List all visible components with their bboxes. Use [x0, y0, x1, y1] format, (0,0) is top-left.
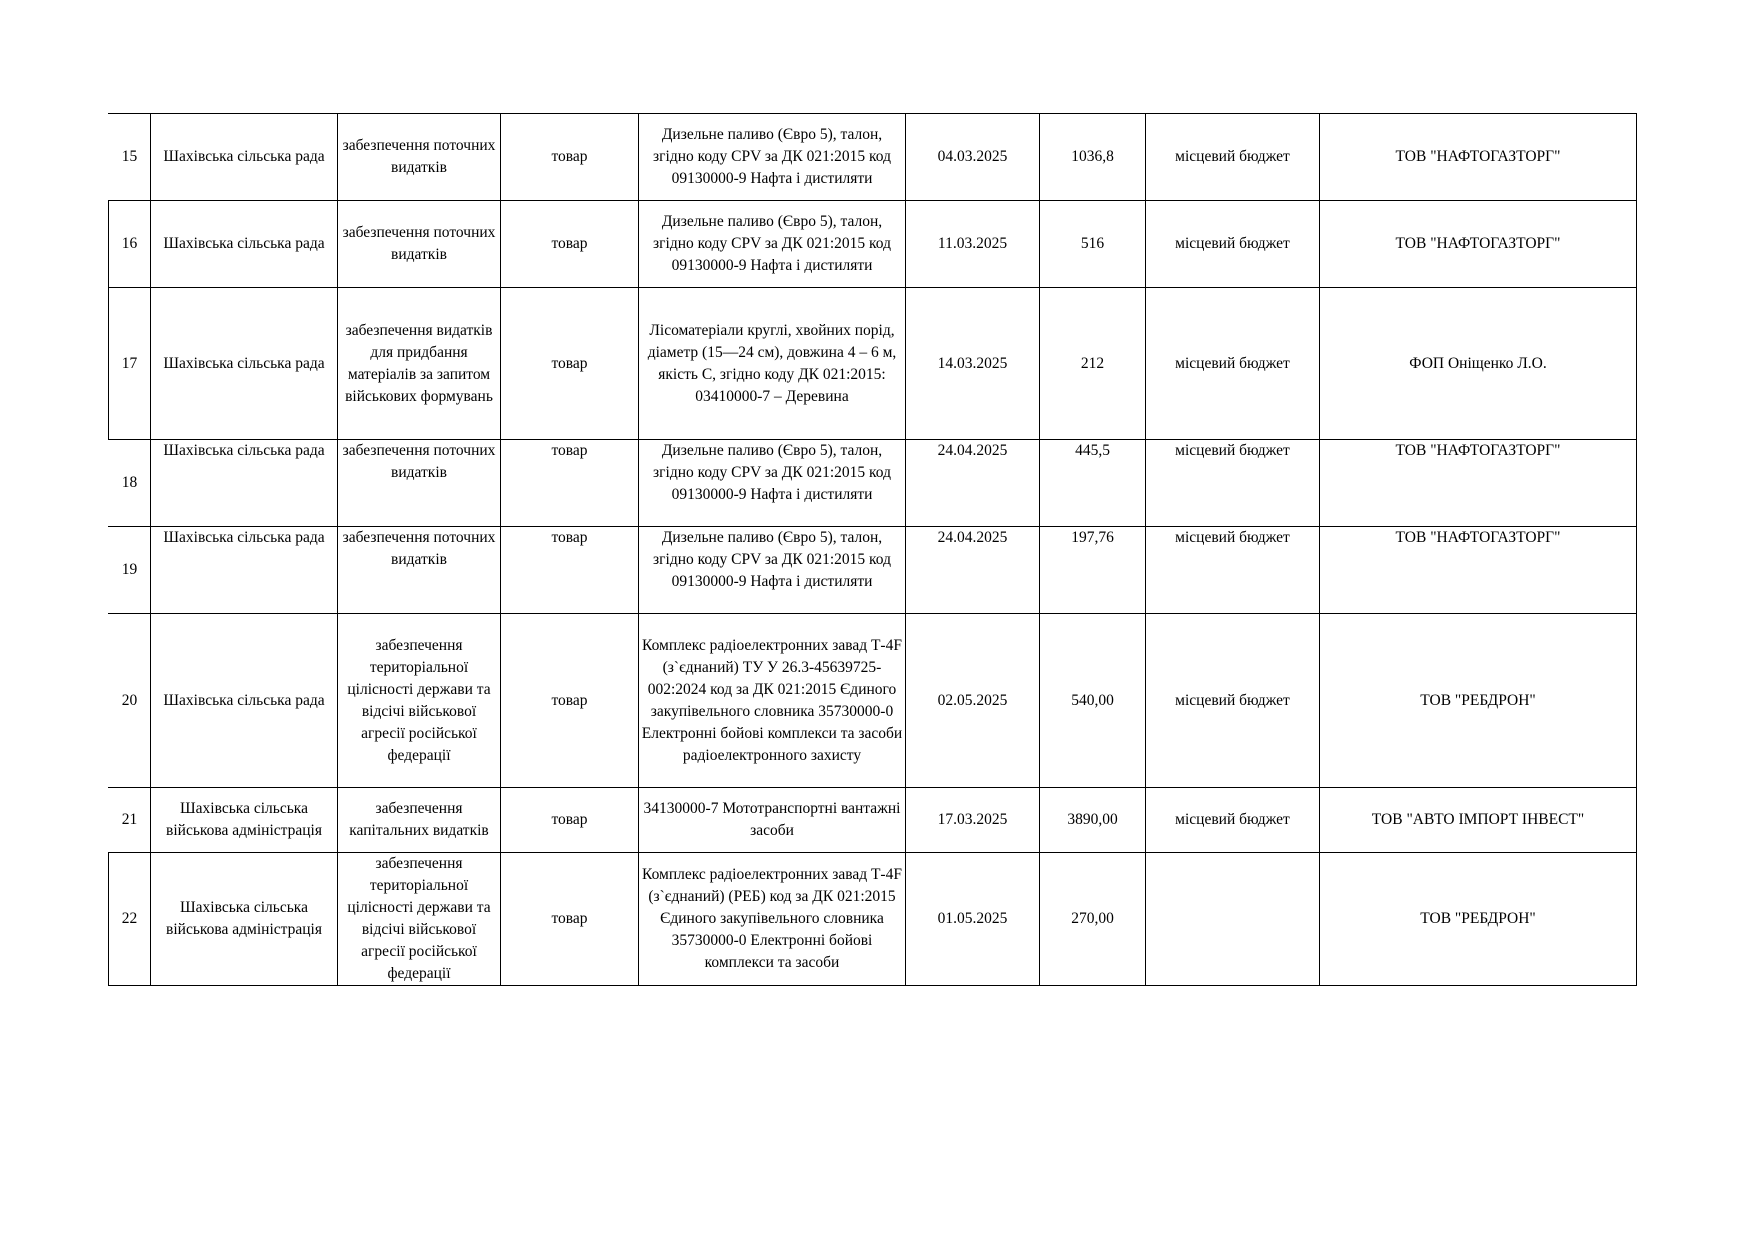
- table-row: [109, 853, 1637, 986]
- source-cell: місцевий бюджет: [1146, 614, 1320, 788]
- subject-cell: Дизельне паливо (Євро 5), талон, згідно коду CPV за ДК 021:2015 код 09130000-9 Нафта і дистиляти: [639, 201, 906, 288]
- amount-cell: 212: [1040, 288, 1146, 440]
- source-cell: місцевий бюджет: [1146, 201, 1320, 288]
- purpose-cell: забезпечення територіальної цілісності держави та відсічі військової агресії російської федерації: [338, 614, 501, 788]
- supplier-cell: ТОВ "НАФТОГАЗТОРГ": [1320, 114, 1637, 201]
- row-number: 22: [109, 853, 151, 986]
- date-cell: 24.04.2025: [906, 440, 1040, 527]
- date-cell: 14.03.2025: [906, 288, 1040, 440]
- supplier-cell: ТОВ "РЕБДРОН": [1320, 853, 1637, 986]
- amount-cell: 270,00: [1040, 853, 1146, 986]
- amount-cell: 3890,00: [1040, 788, 1146, 853]
- subject-cell: Дизельне паливо (Євро 5), талон, згідно коду CPV за ДК 021:2015 код 09130000-9 Нафта і дистиляти: [639, 527, 906, 614]
- row-number: 15: [109, 114, 151, 201]
- type-cell: товар: [501, 614, 639, 788]
- type-cell: товар: [501, 788, 639, 853]
- customer-cell: Шахівська сільська рада: [151, 201, 338, 288]
- table-row: [109, 288, 1637, 440]
- date-cell: 17.03.2025: [906, 788, 1040, 853]
- table-row: [109, 788, 1637, 853]
- source-cell: місцевий бюджет: [1146, 440, 1320, 527]
- type-cell: товар: [501, 288, 639, 440]
- date-cell: 11.03.2025: [906, 201, 1040, 288]
- customer-cell: Шахівська сільська рада: [151, 614, 338, 788]
- subject-cell: Лісоматеріали круглі, хвойних порід, діаметр (15—24 см), довжина 4 – 6 м, якість С, згідно коду ДК 021:2015: 03410000-7 – Деревина: [639, 288, 906, 440]
- date-cell: 04.03.2025: [906, 114, 1040, 201]
- subject-cell: Дизельне паливо (Євро 5), талон, згідно коду CPV за ДК 021:2015 код 09130000-9 Нафта і дистиляти: [639, 114, 906, 201]
- purpose-cell: забезпечення територіальної цілісності держави та відсічі військової агресії російської федерації: [338, 853, 501, 986]
- supplier-cell: ТОВ "РЕБДРОН": [1320, 614, 1637, 788]
- customer-cell: Шахівська сільська військова адміністрація: [151, 788, 338, 853]
- type-cell: товар: [501, 853, 639, 986]
- amount-cell: 197,76: [1040, 527, 1146, 614]
- date-cell: 24.04.2025: [906, 527, 1040, 614]
- source-cell: місцевий бюджет: [1146, 114, 1320, 201]
- customer-cell: Шахівська сільська рада: [151, 527, 338, 614]
- purpose-cell: забезпечення видатків для придбання матеріалів за запитом військових формувань: [338, 288, 501, 440]
- purpose-cell: забезпечення поточних видатків: [338, 201, 501, 288]
- purpose-cell: забезпечення поточних видатків: [338, 527, 501, 614]
- row-number: 17: [109, 288, 151, 440]
- row-number: 21: [109, 788, 151, 853]
- customer-cell: Шахівська сільська військова адміністрація: [151, 853, 338, 986]
- type-cell: товар: [501, 114, 639, 201]
- subject-cell: 34130000-7 Мототранспортні вантажні засоби: [639, 788, 906, 853]
- source-cell: місцевий бюджет: [1146, 288, 1320, 440]
- subject-cell: Комплекс радіоелектронних завад Т-4F (з`єднаний) ТУ У 26.3-45639725-002:2024 код за ДК 021:2015 Єдиного закупівельного словника 35730000-0 Електронні бойові комплекси та засоби радіоелектронного захисту: [639, 614, 906, 788]
- subject-cell: Дизельне паливо (Євро 5), талон, згідно коду CPV за ДК 021:2015 код 09130000-9 Нафта і дистиляти: [639, 440, 906, 527]
- source-cell: місцевий бюджет: [1146, 527, 1320, 614]
- supplier-cell: ТОВ "НАФТОГАЗТОРГ": [1320, 201, 1637, 288]
- type-cell: товар: [501, 440, 639, 527]
- table-row: [109, 527, 1637, 614]
- type-cell: товар: [501, 527, 639, 614]
- customer-cell: Шахівська сільська рада: [151, 114, 338, 201]
- amount-cell: 516: [1040, 201, 1146, 288]
- table-row: [109, 114, 1637, 201]
- amount-cell: 1036,8: [1040, 114, 1146, 201]
- supplier-cell: ТОВ "АВТО ІМПОРТ ІНВЕСТ": [1320, 788, 1637, 853]
- supplier-cell: ТОВ "НАФТОГАЗТОРГ": [1320, 527, 1637, 614]
- source-cell: місцевий бюджет: [1146, 788, 1320, 853]
- date-cell: 02.05.2025: [906, 614, 1040, 788]
- purpose-cell: забезпечення капітальних видатків: [338, 788, 501, 853]
- purpose-cell: забезпечення поточних видатків: [338, 440, 501, 527]
- table-row: [109, 614, 1637, 788]
- customer-cell: Шахівська сільська рада: [151, 440, 338, 527]
- table-row: [109, 201, 1637, 288]
- type-cell: товар: [501, 201, 639, 288]
- procurement-table: [108, 113, 1637, 986]
- date-cell: 01.05.2025: [906, 853, 1040, 986]
- amount-cell: 445,5: [1040, 440, 1146, 527]
- row-number: 16: [109, 201, 151, 288]
- subject-cell: Комплекс радіоелектронних завад Т-4F (з`єднаний) (РЕБ) код за ДК 021:2015 Єдиного закупівельного словника 35730000-0 Електронні бойові комплекси та засоби: [639, 853, 906, 986]
- row-number: 20: [109, 614, 151, 788]
- source-cell: [1146, 853, 1320, 986]
- amount-cell: 540,00: [1040, 614, 1146, 788]
- supplier-cell: ТОВ "НАФТОГАЗТОРГ": [1320, 440, 1637, 527]
- purpose-cell: забезпечення поточних видатків: [338, 114, 501, 201]
- row-number: 18: [109, 440, 151, 527]
- customer-cell: Шахівська сільська рада: [151, 288, 338, 440]
- row-number: 19: [109, 527, 151, 614]
- supplier-cell: ФОП Оніщенко Л.О.: [1320, 288, 1637, 440]
- table-row: [109, 440, 1637, 527]
